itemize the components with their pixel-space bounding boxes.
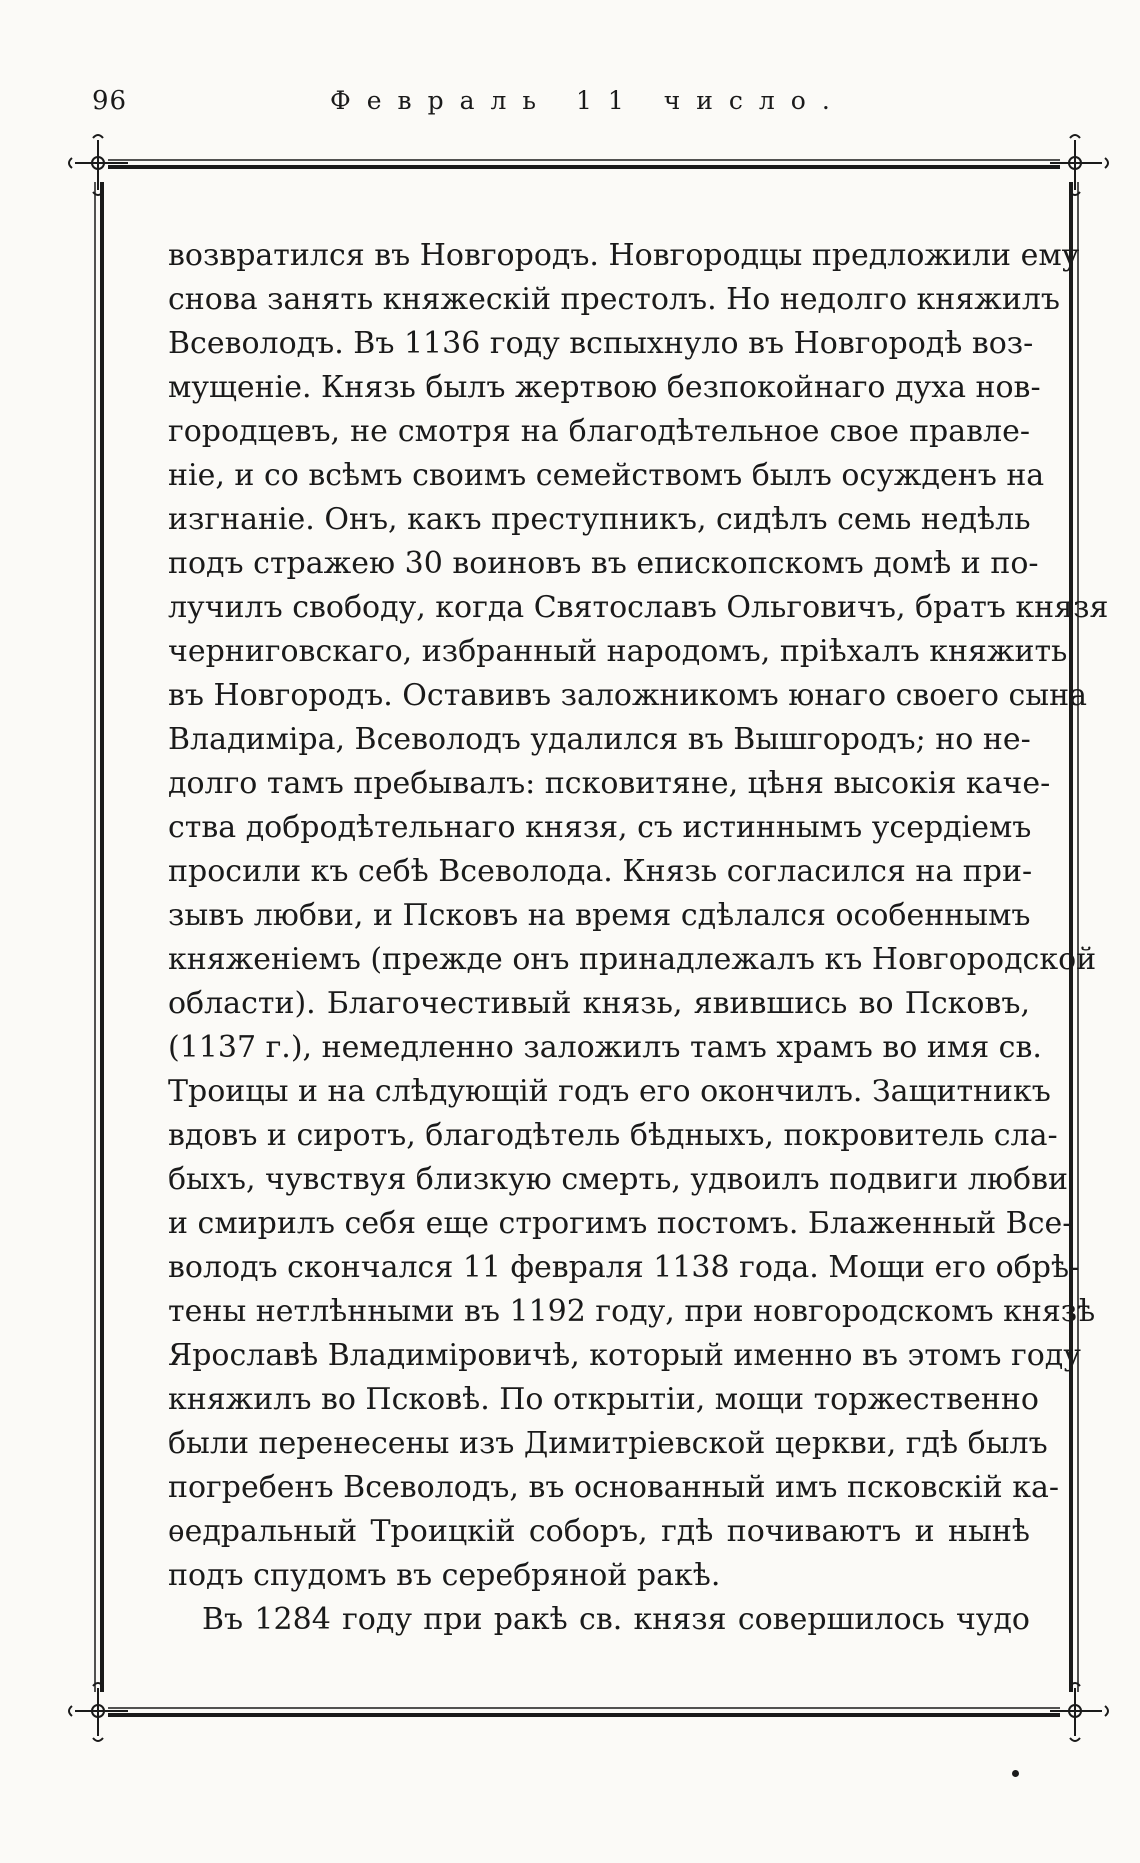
corner-ornament-bottom-left — [69, 1683, 128, 1741]
text-line: ніе, и со всѣмъ своимъ семействомъ былъ осужденъ на — [168, 458, 1045, 493]
text-line: Всеволодъ. Въ 1136 году вспыхнуло въ Новгородѣ воз- — [168, 326, 1034, 361]
running-title: Февраль 11 число. — [330, 86, 846, 115]
text-line: снова занять княжескій престолъ. Но недолго княжилъ — [168, 282, 1060, 317]
text-line: мущеніе. Князь былъ жертвою безпокойнаго духа нов- — [168, 370, 1041, 405]
text-line: быхъ, чувствуя близкую смерть, удвоилъ подвиги любви — [168, 1162, 1068, 1197]
text-line: погребенъ Всеволодъ, въ основанный имъ псковскій ка- — [168, 1470, 1059, 1505]
text-line: городцевъ, не смотря на благодѣтельное свое правле- — [168, 414, 1030, 449]
text-line: тены нетлѣнными въ 1192 году, при новгородскомъ князѣ — [168, 1294, 1096, 1329]
text-line-paragraph-end: подъ спудомъ въ серебряной ракѣ. — [168, 1558, 721, 1593]
page-number: 96 — [92, 86, 128, 116]
text-line: и смирилъ себя еще строгимъ постомъ. Блаженный Все- — [168, 1206, 1073, 1241]
text-line: вдовъ и сиротъ, благодѣтель бѣдныхъ, покровитель сла- — [168, 1118, 1058, 1153]
text-line: области). Благочестивый князь, явившись во Псковъ, — [168, 986, 1030, 1021]
text-line-paragraph-start: Въ 1284 году при ракѣ св. князя совершилось чудо — [202, 1602, 1030, 1637]
text-line: княженіемъ (прежде онъ принадлежалъ къ Новгородской — [168, 942, 1097, 977]
text-line: въ Новгородъ. Оставивъ заложникомъ юнаго своего сына — [168, 678, 1087, 713]
text-line: лучилъ свободу, когда Святославъ Ольговичъ, братъ князя — [168, 590, 1109, 625]
text-line: Ярославѣ Владиміровичѣ, который именно въ этомъ году — [168, 1338, 1081, 1373]
text-line: Троицы и на слѣдующій годъ его окончилъ. Защитникъ — [168, 1074, 1051, 1109]
text-line: володъ скончался 11 февраля 1138 года. Мощи его обрѣ- — [168, 1250, 1080, 1285]
text-line: возвратился въ Новгородъ. Новгородцы предложили ему — [168, 238, 1080, 273]
text-line: Владиміра, Всеволодъ удалился въ Вышгородъ; но не- — [168, 722, 1031, 757]
text-line: ства добродѣтельнаго князя, съ истиннымъ усердіемъ — [168, 810, 1032, 845]
text-line: ѳедральный Троицкій соборъ, гдѣ почиваютъ и нынѣ — [168, 1514, 1030, 1549]
text-line: были перенесены изъ Димитріевской церкви, гдѣ былъ — [168, 1426, 1048, 1461]
text-line: черниговскаго, избранный народомъ, пріѣхалъ княжить — [168, 634, 1068, 669]
text-line: (1137 г.), немедленно заложилъ тамъ храмъ во имя св. — [168, 1030, 1042, 1065]
text-line: изгнаніе. Онъ, какъ преступникъ, сидѣлъ семь недѣль — [168, 502, 1031, 537]
text-line: зывъ любви, и Псковъ на время сдѣлался особеннымъ — [168, 898, 1031, 933]
text-line: княжилъ во Псковѣ. По открытіи, мощи торжественно — [168, 1382, 1039, 1417]
ink-speck — [1012, 1770, 1019, 1777]
body-text — [168, 234, 1109, 1642]
text-line: просили къ себѣ Всеволода. Князь согласился на при- — [168, 854, 1033, 889]
corner-ornament-bottom-right — [1050, 1683, 1108, 1741]
text-line: долго тамъ пребывалъ: псковитяне, цѣня высокія каче- — [168, 766, 1051, 801]
text-line: подъ стражею 30 воиновъ въ епископскомъ домѣ и по- — [168, 546, 1039, 581]
